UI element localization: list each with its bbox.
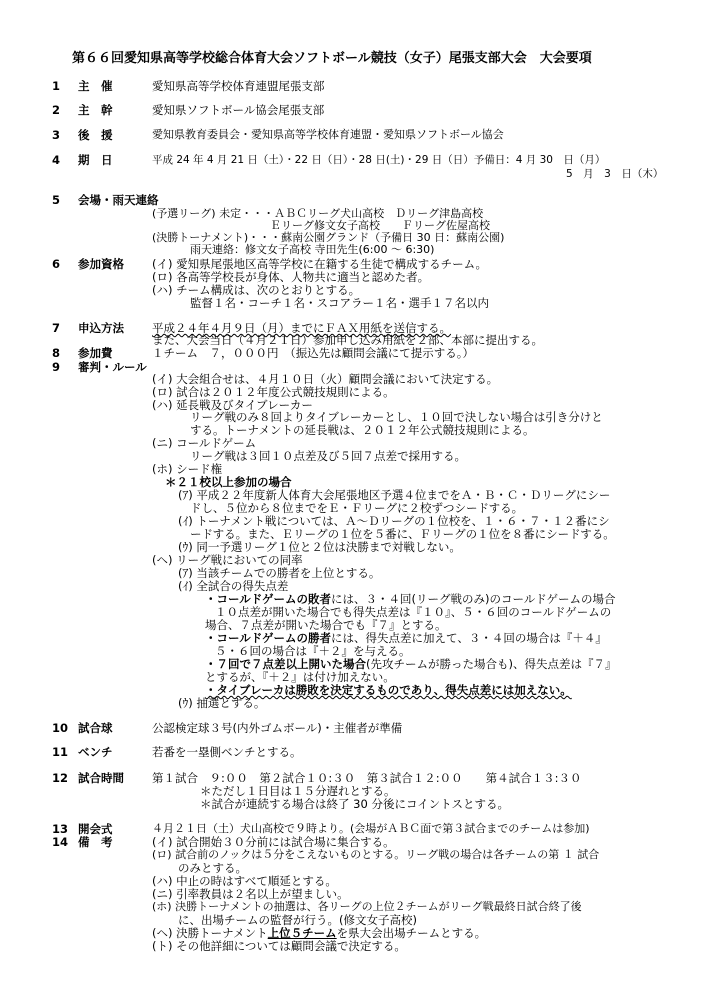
section-label: 後 援 [78,128,113,142]
top-five-teams: 上位５チーム [267,926,337,940]
rules-line: ドし、５位から８位までをＥ・Ｆリーグに２校ずつシードする。 [190,501,524,515]
rules-line: (ｳ) 同一予選リーグ１位と２位は決勝まで対戦しない。 [178,540,461,554]
eligibility-line: (イ) 愛知県尾張地区高等学校に在籍する生徒で構成するチーム。 [152,257,487,271]
venue-line: (予選リーグ) 未定・・・ＡＢＣリーグ犬山高校 Ｄリーグ津島高校 [152,207,484,220]
application-deadline: 平成２４年４月９日（月）までにＦＡＸ用紙を送信する。 [152,321,451,335]
eligibility-line: 監督１名・コーチ１名・スコアラー１名・選手１７名以内 [190,296,489,310]
schedule-line: 第１試合 ９:００ 第２試合１０:３０ 第３試合１２:００ 第４試合１３:３０ [152,771,582,785]
rules-line: (ｳ) 抽選とする。 [178,696,266,710]
rules-line: (ｱ) 当該チームでの勝者を上位とする。 [178,566,381,580]
seven-run-rule: ・７回で７点差以上開いた場合 [205,657,366,671]
eligibility-line: (ロ) 各高等学校長が身体、人物共に適当と認めた者。 [152,270,430,284]
schedule-line: ＊ただし１日目は１５分遅れとする。 [200,784,396,798]
page-title: 第６６回愛知県高等学校総合体育大会ソフトボール競技（女子）尾張支部大会 大会要項 [72,51,592,66]
section-number: 4 [52,153,61,167]
section-label: 主 幹 [78,103,113,117]
rules-line: (ニ) コールドゲーム [152,436,257,450]
rules-line: リーグ戦のみ８回よりタイブレーカーとし、１０回で決しない場合は引き分けと [190,410,603,424]
seed-heading: ＊２１校以上参加の場合 [165,475,292,489]
schedule-line: ＊試合が連続する場合は終了 30 分後にコイントスとする。 [200,797,509,811]
rules-line: する。トーナメントの延長戦は、２０１２年公式競技規則による。 [190,423,535,437]
section-label: 開会式 [78,822,113,836]
section-label: 審判・ルール [78,360,147,374]
rules-line: (ヘ) リーグ戦においての同率 [152,553,303,567]
notes-line-text: を県大会出場チームとする。 [336,926,487,940]
rules-line: (ハ) 延長戦及びタイブレーカー [152,398,313,412]
section-label: 申込方法 [78,321,124,335]
section-number: 8 [52,346,61,360]
section-label: 期 日 [78,153,113,167]
notes-line: (ト) その他詳細については顧問会議で決定する。 [152,939,406,953]
cold-game-loser: ・コールドゲームの敗者 [205,592,332,606]
section-number: 13 [52,822,69,836]
section-label: 試合球 [78,721,113,735]
sponsor-text: 愛知県教育委員会・愛知県高等学校体育連盟・愛知県ソフトボール協会 [152,128,504,141]
section-number: 1 [52,79,61,93]
bench-text: 若番を一塁側ベンチとする。 [152,745,302,759]
notes-line: (イ) 試合開始３０分前には試合場に集合する。 [152,835,395,849]
section-label: 参加資格 [78,257,124,271]
notes-line [152,926,486,940]
rain-contact: 雨天連絡：修文女子高校 寺田先生(6:00 ～ 6:30) [190,243,435,256]
rules-line: (ｲ) 全試合の得失点差 [178,579,289,593]
section-number: 14 [52,835,69,849]
rules-line-text: には、３・４回(リーグ戦のみ)のコールドゲームの場合 [331,592,616,606]
opening-text: ４月２１日（土）犬山高校で９時より。(会場がＡＢＣ面で第３試合までのチームは参加) [152,822,590,835]
venue-line: (決勝トーナメント)・・・蘇南公園グランド（予備日 30 日：蘇南公園) [152,231,505,244]
rules-line: (ｲ) トーナメント戦については、Ａ～Ｄリーグの１位校を、１・６・７・１２番にシ [178,514,610,528]
cold-game-winner: ・コールドゲームの勝者 [205,631,332,645]
eligibility-line: (ハ) チーム構成は、次のとおりとする。 [152,283,361,297]
section-number: 7 [52,321,61,335]
section-number: 6 [52,257,61,271]
section-label: 主 催 [78,79,113,93]
rules-line: とするが、『＋２』は付け加えない。 [205,670,395,684]
dates-text-2: 5 月 3 日（木） [566,168,664,180]
dates-text: 平成 24 年 4 月 21 日（土）・22 日（日）・28 日(土)・29 日（日）予備日：4 月 30 日（月） [152,154,606,166]
section-number: 9 [52,360,61,374]
rules-line: リーグ戦は３回１０点差及び５回７点差で採用する。 [190,449,466,463]
rules-line-text: には、得失点差に加えて、３・４回の場合は『＋４』 [331,631,607,645]
rules-line: ードする。また、Ｅリーグの１位を５番に、Ｆリーグの１位を８番にシードする。 [190,527,615,541]
section-number: 10 [52,721,69,735]
notes-line: (ニ) 引率教員は２名以上が望ましい。 [152,887,349,901]
section-number: 3 [52,128,61,142]
rules-line: 場合、７点差が開いた場合でも『７』とする。 [205,618,447,632]
rules-line: (イ) 大会組合せは、４月１０日（火）顧問会議において決定する。 [152,372,499,386]
application-line: また、大会当日（４月２１日）参加申し込み用紙を２部、本部に提出する。 [152,333,543,347]
ball-text: 公認検定球３号(内外ゴムボール)・主催者が準備 [152,721,403,735]
section-label: 備 考 [78,835,113,849]
rules-line [205,631,607,645]
notes-line-text: (ヘ) 決勝トーナメント [152,926,268,940]
rules-line: (ホ) シード権 [152,462,223,476]
section-number: 5 [52,193,61,207]
rules-line [205,592,616,606]
organizer-text: 愛知県高等学校体育連盟尾張支部 [152,79,325,93]
fee-text: １チーム ７，０００円 （振込先は顧問会議にて提示する。） [152,346,474,360]
notes-line: (ハ) 中止の時はすべて順延とする。 [152,874,337,888]
venue-line: Ｅリーグ修文女子高校 Ｆリーグ佐屋高校 [270,219,490,232]
section-label: ベンチ [78,745,113,759]
notes-line: (ロ) 試合前のノックは５分をこえないものとする。リーグ戦の場合は各チームの第 １ 試合 [152,848,600,861]
rules-line: ５・６回の場合は『＋２』を与える。 [215,644,411,658]
rules-line: １０点差が開いた場合でも得失点差は『１０』、５・６回のコールドゲームの [215,605,612,619]
section-label: 参加費 [78,346,113,360]
section-label: 会場・雨天連絡 [78,193,159,207]
rules-line: (ロ) 試合は２０１２年度公式競技規則による。 [152,385,395,399]
section-number: 11 [52,745,69,759]
rules-line [205,657,616,671]
notes-line: に、出場チームの監督が行う。(修文女子高校) [178,913,417,927]
section-number: 2 [52,103,61,117]
tiebreaker-note: ・タイブレーカは勝敗を決定するものであり、得失点差には加えない。 [205,683,572,697]
notes-line: (ホ) 決勝トーナメントの抽選は、各リーグの上位２チームがリーグ戦最終日試合終了後 [152,900,582,913]
notes-line: のみとする。 [178,861,247,875]
host-text: 愛知県ソフトボール協会尾張支部 [152,103,325,117]
section-number: 12 [52,771,69,785]
rules-line-text: (先攻チームが勝った場合も)、得失点差は『７』 [366,657,617,671]
section-label: 試合時間 [78,771,124,785]
rules-line: (ｱ) 平成２２年度新人体育大会尾張地区予選４位までをＡ・Ｂ・Ｃ・Ｄリーグにシー [178,488,611,502]
